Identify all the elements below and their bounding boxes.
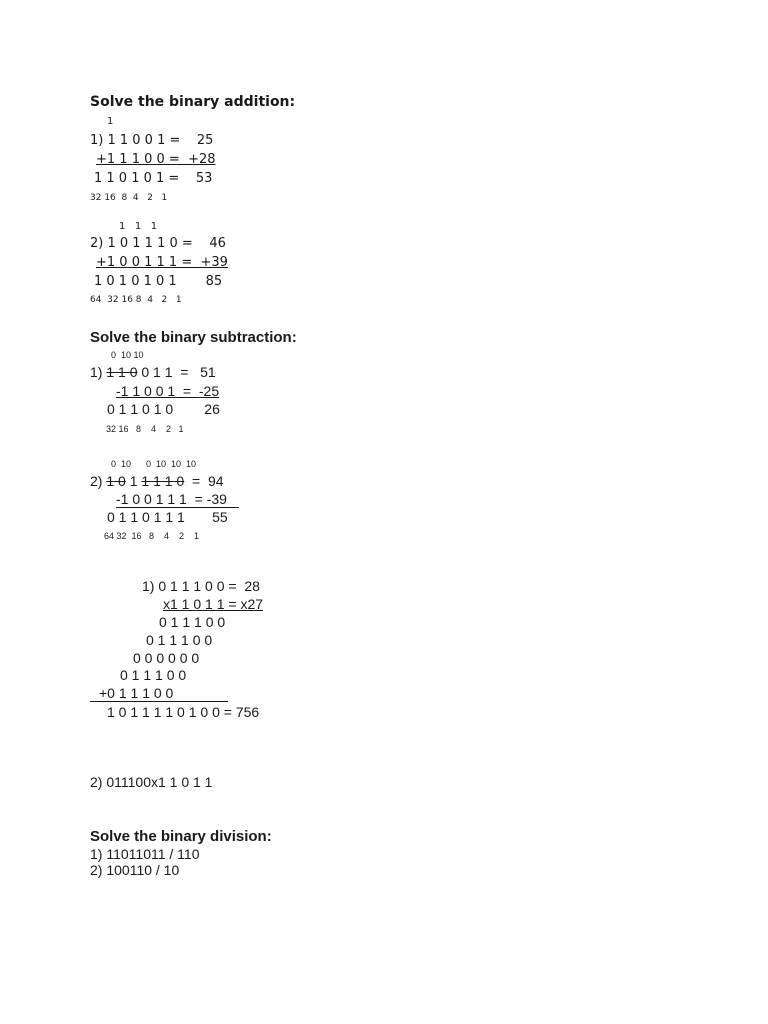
subtraction-1-rest: 0 1 1 = 51 — [137, 364, 216, 380]
subtraction-2-rest: = 94 — [184, 473, 224, 489]
subtraction-2-rule — [116, 507, 239, 508]
addition-1-carry: 1 — [107, 116, 114, 127]
addition-1-place-values: 32 16 8 4 2 1 — [90, 193, 168, 203]
multiplication-partial-2: 0 1 1 1 0 0 — [146, 632, 213, 648]
multiplication-partial-1: 0 1 1 1 0 0 — [159, 614, 226, 630]
multiplication-1-line2: x1 1 0 1 1 = x27 — [163, 596, 264, 612]
subtraction-2-line3: 0 1 1 0 1 1 1 55 — [107, 509, 228, 525]
subtraction-2-prefix: 2) — [90, 473, 107, 489]
addition-2-line1: 2) 1 0 1 1 1 0 = 46 — [90, 236, 226, 251]
subtraction-1-struck-digits: 1 1 0 — [106, 364, 138, 380]
subtraction-1-line1 — [90, 365, 216, 379]
subtraction-1-prefix: 1) — [90, 364, 107, 380]
subtraction-2-borrow: 0 10 0 10 10 10 — [111, 459, 197, 469]
subtraction-2-line1 — [90, 474, 224, 488]
subtraction-2-mid: 1 — [125, 473, 142, 489]
subtraction-1-line2: -1 1 0 0 1 = -25 — [116, 383, 220, 399]
multiplication-partial-4: 0 1 1 1 0 0 — [120, 667, 187, 683]
multiplication-2: 2) 011100x1 1 0 1 1 — [90, 774, 213, 790]
division-heading: Solve the binary division: — [90, 828, 272, 845]
addition-2-line2: +1 0 0 1 1 1 = +39 — [96, 255, 228, 270]
addition-2-place-values: 64 32 16 8 4 2 1 — [90, 295, 182, 305]
subtraction-2-line2: -1 0 0 1 1 1 = -39 — [116, 491, 227, 507]
division-item-2: 2) 100110 / 10 — [90, 862, 180, 878]
addition-1-line2: +1 1 1 0 0 = +28 — [96, 152, 216, 167]
subtraction-2-struck-digits-a: 1 0 — [106, 473, 126, 489]
subtraction-2-place-values: 64 32 16 8 4 2 1 — [104, 531, 200, 541]
multiplication-rule — [90, 701, 228, 702]
subtraction-1-borrow: 0 10 10 — [111, 350, 144, 360]
subtraction-1-line3: 0 1 1 0 1 0 26 — [107, 401, 220, 417]
addition-2-line3: 1 0 1 0 1 0 1 85 — [94, 274, 223, 289]
multiplication-result: 1 0 1 1 1 1 0 1 0 0 = 756 — [107, 704, 260, 720]
subtraction-2-struck-digits-b: 1 1 1 0 — [141, 473, 185, 489]
multiplication-partial-5: +0 1 1 1 0 0 — [99, 685, 174, 701]
addition-2-carry: 1 1 1 — [119, 221, 158, 232]
multiplication-partial-3: 0 0 0 0 0 0 — [133, 650, 200, 666]
subtraction-1-place-values: 32 16 8 4 2 1 — [106, 424, 184, 434]
addition-heading: Solve the binary addition: — [90, 94, 296, 110]
addition-1-line1: 1) 1 1 0 0 1 = 25 — [90, 133, 214, 148]
subtraction-heading: Solve the binary subtraction: — [90, 329, 297, 346]
addition-1-line3: 1 1 0 1 0 1 = 53 — [94, 171, 213, 186]
multiplication-1-line1: 1) 0 1 1 1 0 0 = 28 — [142, 578, 260, 594]
division-item-1: 1) 11011011 / 110 — [90, 846, 200, 862]
